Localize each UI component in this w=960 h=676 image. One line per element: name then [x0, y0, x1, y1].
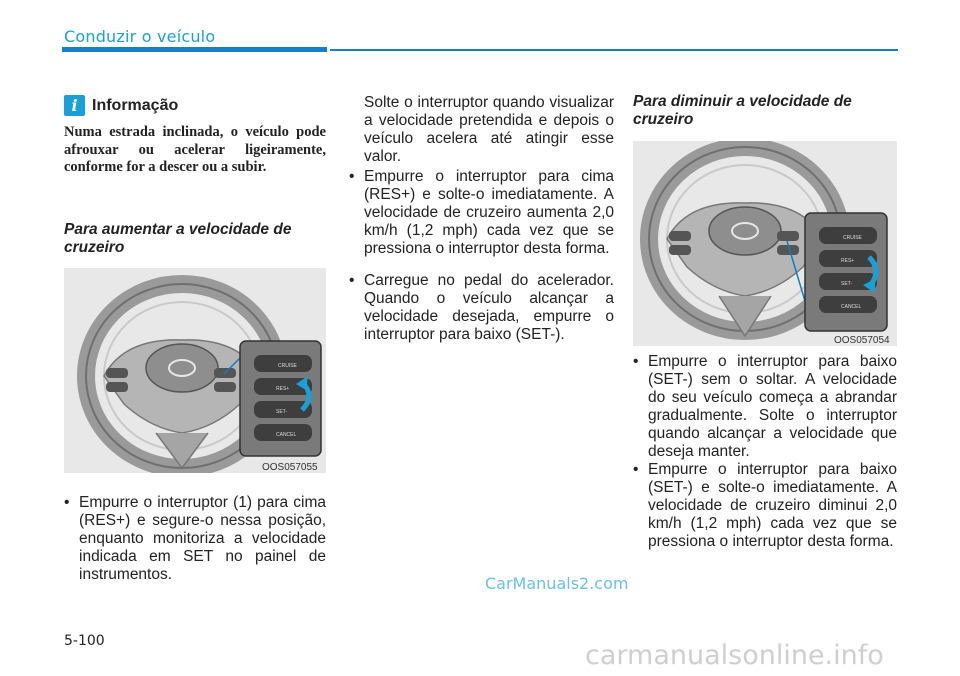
cancel-label: CANCEL: [276, 432, 297, 438]
info-icon: i: [64, 95, 85, 116]
list-item: • Empurre o interruptor para cima (RES+) e solte-o imediatamente. A velocidade de cruzeiro aumenta 2,0 km/h (1,2 mph) cada vez que se pressiona o interruptor desta forma.: [349, 168, 614, 257]
figure-steering-wheel-decrease: [633, 141, 897, 346]
cruise-label: CRUISE: [843, 235, 862, 241]
list-item: • Empurre o interruptor para baixo (SET-) e solte-o imediatamente. A velocidade de cruzeiro diminui 2,0 km/h (1,2 mph) cada vez que se pressiona o interruptor desta forma.: [633, 461, 897, 550]
set-label: SET-: [841, 281, 853, 287]
section-title: Conduzir o veículo: [64, 27, 216, 46]
info-heading: [64, 95, 178, 116]
list-item: • Empurre o interruptor (1) para cima (RES+) e segure-o nessa posição, enquanto monitoriza a velocidade indicada em SET no painel de instrumentos.: [64, 494, 326, 583]
subheading-decrease: Para diminuir a velocidade de cruzeiro: [633, 93, 852, 128]
list-item: • Empurre o interruptor para baixo (SET-) sem o soltar. A velocidade do seu veículo começa a abrandar gradualmente. Solte o interruptor quando alcançar a velocidade que deseja manter.: [633, 353, 897, 460]
watermark-carmanuals2: CarManuals2.com: [485, 574, 629, 593]
header-rule-thin: [330, 49, 898, 51]
page-number: 5-100: [64, 633, 105, 649]
steering-wheel-illustration: [64, 268, 326, 473]
cancel-label: CANCEL: [841, 304, 862, 310]
header-rule-thick: [62, 47, 327, 52]
figure-code-decrease: OOS057054: [834, 335, 890, 346]
res-label: RES+: [841, 258, 855, 264]
info-text: Numa estrada inclinada, o veículo pode afrouxar ou acelerar ligeiramente, conforme for a descer ou a subir.: [64, 124, 326, 175]
figure-code-increase: OOS057055: [262, 462, 318, 473]
watermark-carmanualsonline: carmanualsonline.info: [585, 640, 884, 671]
steering-wheel-illustration: [633, 141, 897, 346]
subheading-increase: Para aumentar a velocidade de cruzeiro: [64, 221, 292, 256]
list-item: • Carregue no pedal do acelerador. Quando o veículo alcançar a velocidade desejada, empurre o interruptor para baixo (SET-).: [349, 272, 614, 343]
cruise-label: CRUISE: [278, 363, 297, 369]
info-title: Informação: [92, 96, 179, 114]
figure-steering-wheel-increase: [64, 268, 326, 473]
set-label: SET-: [276, 409, 288, 415]
res-label: RES+: [276, 386, 290, 392]
continuation-text: Solte o interruptor quando visualizar a velocidade pretendida e depois o veículo acelera até atingir esse valor.: [364, 94, 614, 165]
